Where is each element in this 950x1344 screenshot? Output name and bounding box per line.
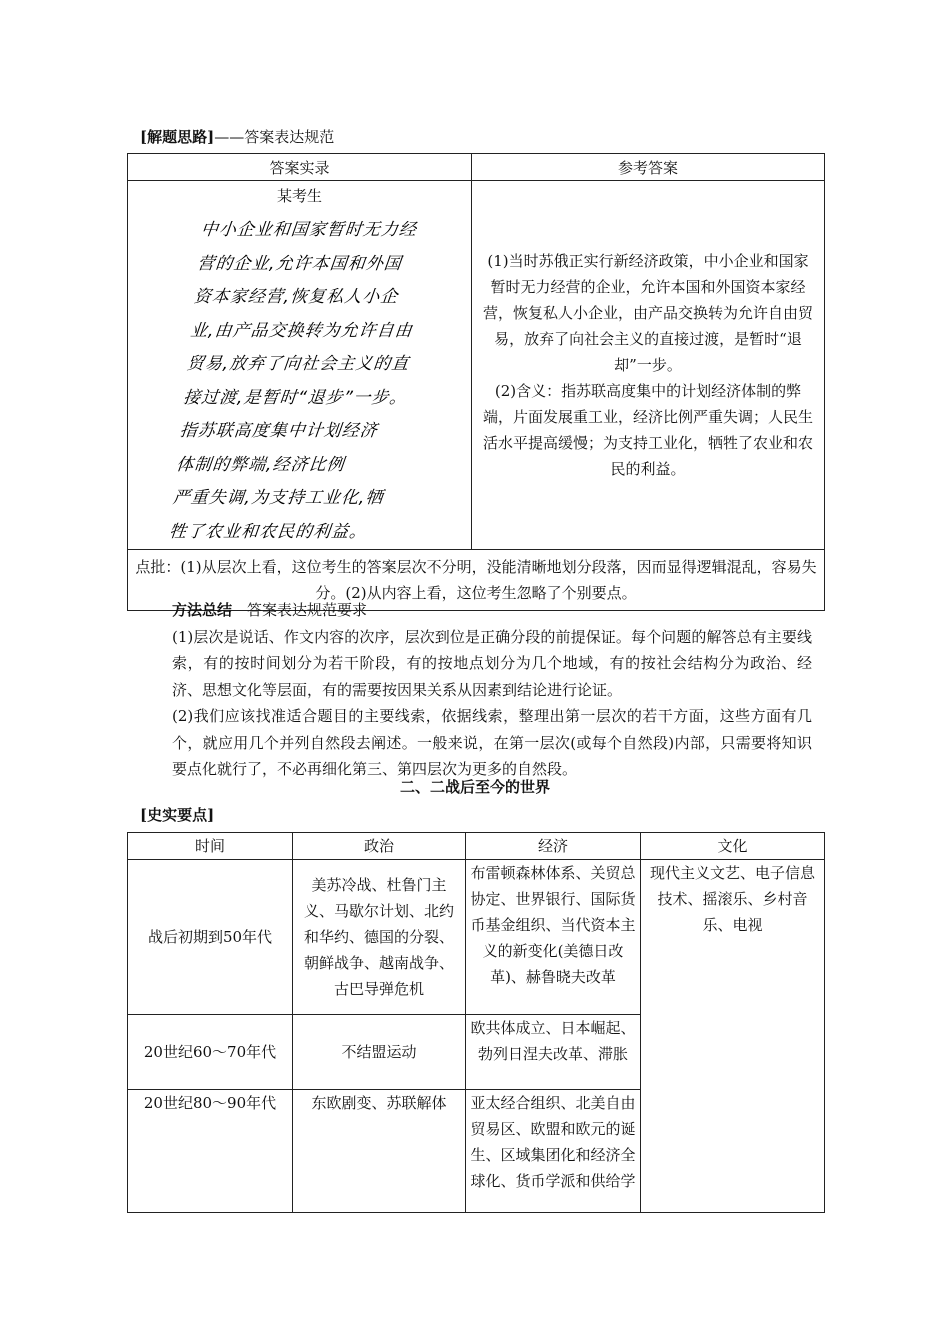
answer-comparison-table [127,153,825,611]
time-cell: 20世纪80～90年代 [128,1090,293,1213]
reference-answer-cell [472,181,825,550]
economy-cell: 布雷顿森林体系、关贸总协定、世界银行、国际货币基金组织、当代资本主义的新变化(美德日改革)、赫鲁晓夫改革 [466,860,641,1015]
culture-cell: 现代主义文艺、电子信息技术、摇滚乐、乡村音乐、电视 [641,860,825,1213]
handwriting-line: 中小企业和国家暂时无力经 [199,220,418,240]
heading-rest: ——答案表达规范 [214,128,335,146]
economy-cell: 亚太经合组织、北美自由贸易区、欧盟和欧元的诞生、区域集团化和经济全球化、货币学派和供给学 [466,1090,641,1213]
student-label: 某考生 [276,187,322,205]
handwriting-line: 体制的弊端,经济比例 [174,454,346,475]
student-answer-cell [128,181,472,550]
politics-cell: 东欧剧变、苏联解体 [293,1090,466,1213]
col-header-reference: 参考答案 [472,154,825,181]
heading-bold: [解题思路] [140,128,215,146]
politics-cell: 美苏冷战、杜鲁门主义、马歇尔计划、北约和华约、德国的分裂、朝鲜战争、越南战争、古巴导弹危机 [293,860,466,1015]
handwriting-line: 指苏联高度集中计划经济 [178,421,379,441]
time-cell: 战后初期到50年代 [128,860,293,1015]
method-paragraph-2: (2)我们应该找准适合题目的主要线索，依据线索，整理出第一层次的若干方面，这些方面有几个，就应用几个并列自然段去阐述。一般来说，在第一层次(或每个自然段)内部，只需要将知识要点化就行了，不必再细化第三、第四层次为更多的自然段。 [172,707,812,778]
header-culture: 文化 [641,833,825,860]
time-cell: 20世纪60～70年代 [128,1015,293,1090]
handwriting-line: 接过渡,是暂时“退步”一步。 [181,387,408,408]
history-facts-table [127,832,825,1213]
reference-answer-1: (1)当时苏俄正实行新经济政策，中小企业和国家暂时无力经营的企业，允许本国和外国资本家经营，恢复私人小企业，由产品交换转为允许自由贸易，放弃了向社会主义的直接过渡，是暂时“退却”一步。 [482,252,813,374]
facts-label: [史实要点] [140,806,215,824]
method-subtitle: 答案表达规范要求 [232,601,368,619]
handwriting-line: 营的企业,允许本国和外国 [195,253,403,274]
handwriting-line: 牲了农业和农民的利益。 [167,521,368,542]
politics-cell: 不结盟运动 [293,1015,466,1090]
handwriting-line: 严重失调,为支持工业化,牺 [171,488,385,508]
reference-answer-2: (2)含义：指苏联高度集中的计划经济体制的弊端，片面发展重工业，经济比例严重失调；人民生活水平提高缓慢；为支持工业化，牺牲了农业和农民的利益。 [482,382,813,478]
header-time: 时间 [128,833,293,860]
handwritten-answer [167,214,432,549]
method-paragraph-1: (1)层次是说话、作文内容的次序，层次到位是正确分段的前提保证。每个问题的解答总有主要线索，有的按时间划分为若干阶段，有的按地点划分为几个地域，有的按社会结构分为政治、经济、思想文化等层面，有的需要按因果关系从因素到结论进行论证。 [172,627,812,699]
handwriting-line: 资本家经营,恢复私人小企 [192,287,399,307]
method-summary [172,597,812,783]
header-economy: 经济 [466,833,641,860]
col-header-student: 答案实录 [128,154,472,181]
handwriting-line: 贸易,放弃了向社会主义的直 [185,354,410,374]
header-politics: 政治 [293,833,466,860]
teacher-comment: 点批：(1)从层次上看，这位考生的答案层次不分明，没能清晰地划分段落，因而显得逻辑混乱，容易失分。(2)从内容上看，这位考生忽略了个别要点。 [128,550,825,611]
handwriting-line: 业,由产品交换转为允许自由 [188,320,414,341]
method-title-line [172,597,812,624]
economy-cell: 欧共体成立、日本崛起、勃列日涅夫改革、滞胀 [466,1015,641,1090]
section-heading [140,126,334,147]
method-title: 方法总结 [172,601,233,619]
section-title: 二、二战后至今的世界 [399,778,550,796]
